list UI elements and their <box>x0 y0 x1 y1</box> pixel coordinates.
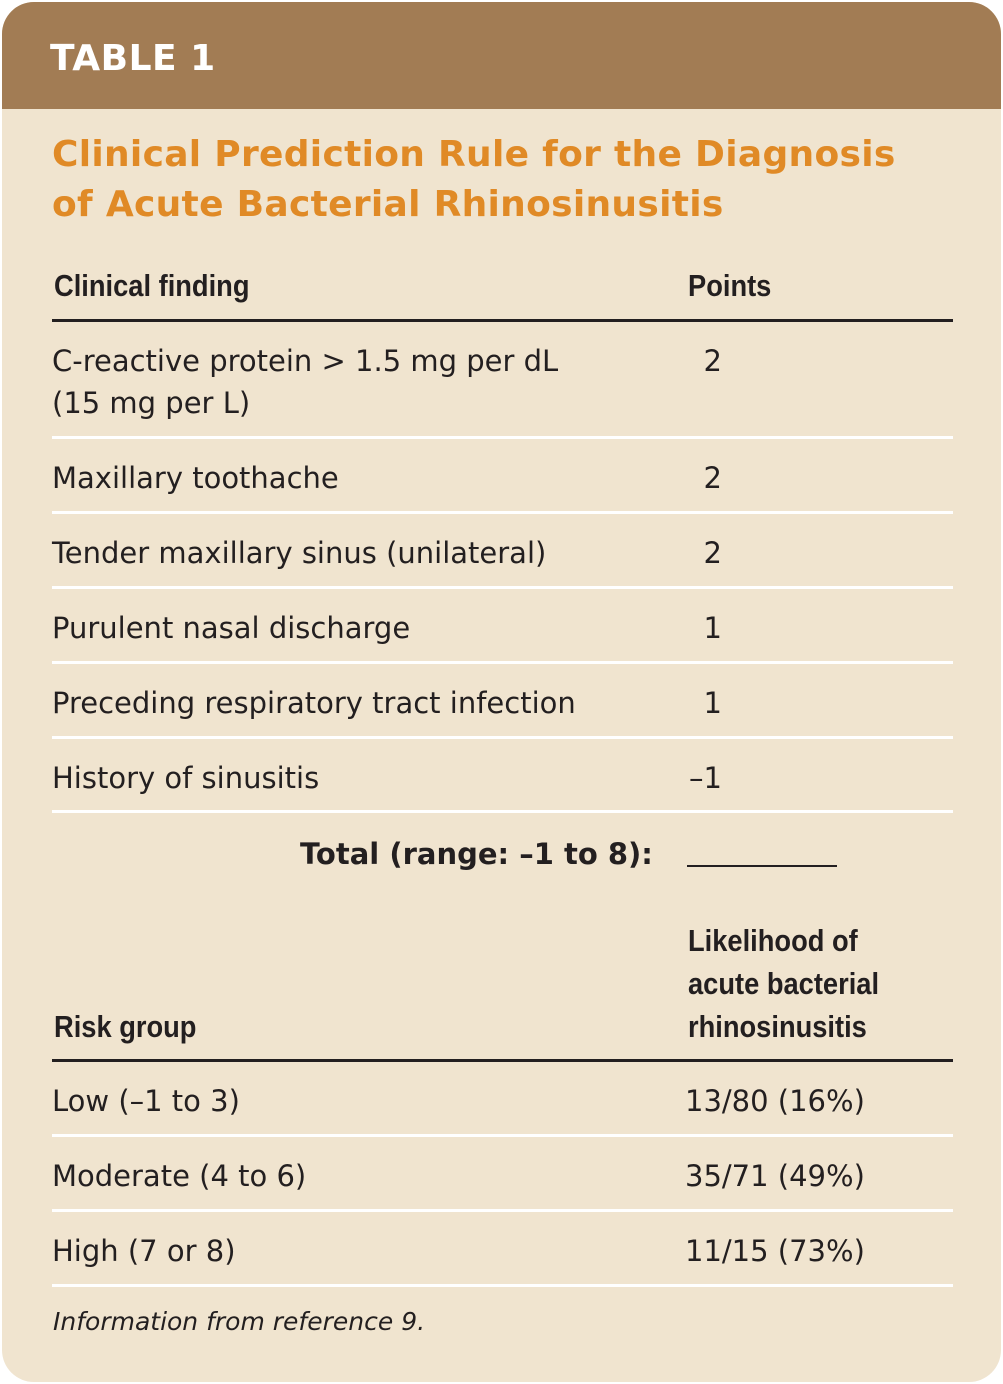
points-cell: –1 <box>689 761 722 795</box>
column-header-clinical-finding: Clinical finding <box>54 268 250 303</box>
row-divider <box>52 1284 953 1287</box>
likelihood-cell: 11/15 (73%) <box>685 1234 865 1268</box>
risk-group-cell: Low (–1 to 3) <box>52 1084 240 1118</box>
column-header-risk-group: Risk group <box>54 1009 197 1044</box>
row-divider <box>52 1134 953 1137</box>
row-divider <box>52 511 953 514</box>
header-rule <box>52 1059 953 1062</box>
finding-cell <box>52 340 558 424</box>
finding-cell: History of sinusitis <box>52 761 320 795</box>
points-cell: 2 <box>703 536 722 570</box>
finding-cell: Maxillary toothache <box>52 461 339 495</box>
table-title-line-1: Clinical Prediction Rule for the Diagnosis <box>52 134 896 175</box>
finding-line: C-reactive protein > 1.5 mg per dL <box>52 344 559 378</box>
finding-cell: Preceding respiratory tract infection <box>52 686 576 720</box>
likelihood-cell: 13/80 (16%) <box>685 1084 865 1118</box>
table-header-bar <box>2 2 1001 109</box>
points-cell: 1 <box>703 611 722 645</box>
column-header-likelihood-line: acute bacterial <box>688 966 880 1001</box>
column-header-points: Points <box>688 268 772 303</box>
points-cell: 2 <box>703 344 722 378</box>
row-divider <box>52 1209 953 1212</box>
row-divider <box>52 586 953 589</box>
total-label: Total (range: –1 to 8): <box>300 837 653 871</box>
column-header-likelihood-line: rhinosinusitis <box>688 1009 867 1044</box>
footnote: Information from reference 9. <box>53 1307 426 1336</box>
finding-line: (15 mg per L) <box>52 386 251 420</box>
risk-group-cell: Moderate (4 to 6) <box>52 1159 307 1193</box>
row-divider <box>52 810 953 813</box>
points-cell: 2 <box>703 461 722 495</box>
header-rule <box>52 319 953 322</box>
finding-cell: Purulent nasal discharge <box>52 611 411 645</box>
column-header-likelihood <box>688 919 879 1048</box>
total-blank-line <box>687 865 837 867</box>
risk-group-cell: High (7 or 8) <box>52 1234 236 1268</box>
table-number-label: TABLE 1 <box>50 38 216 79</box>
row-divider <box>52 436 953 439</box>
table-title <box>52 130 952 230</box>
table-title-line-2: of Acute Bacterial Rhinosinusitis <box>52 184 724 225</box>
column-header-likelihood-line: Likelihood of <box>688 923 858 958</box>
likelihood-cell: 35/71 (49%) <box>685 1159 865 1193</box>
row-divider <box>52 736 953 739</box>
points-cell: 1 <box>703 686 722 720</box>
finding-cell: Tender maxillary sinus (unilateral) <box>52 536 547 570</box>
table-card <box>2 2 1001 1382</box>
row-divider <box>52 661 953 664</box>
